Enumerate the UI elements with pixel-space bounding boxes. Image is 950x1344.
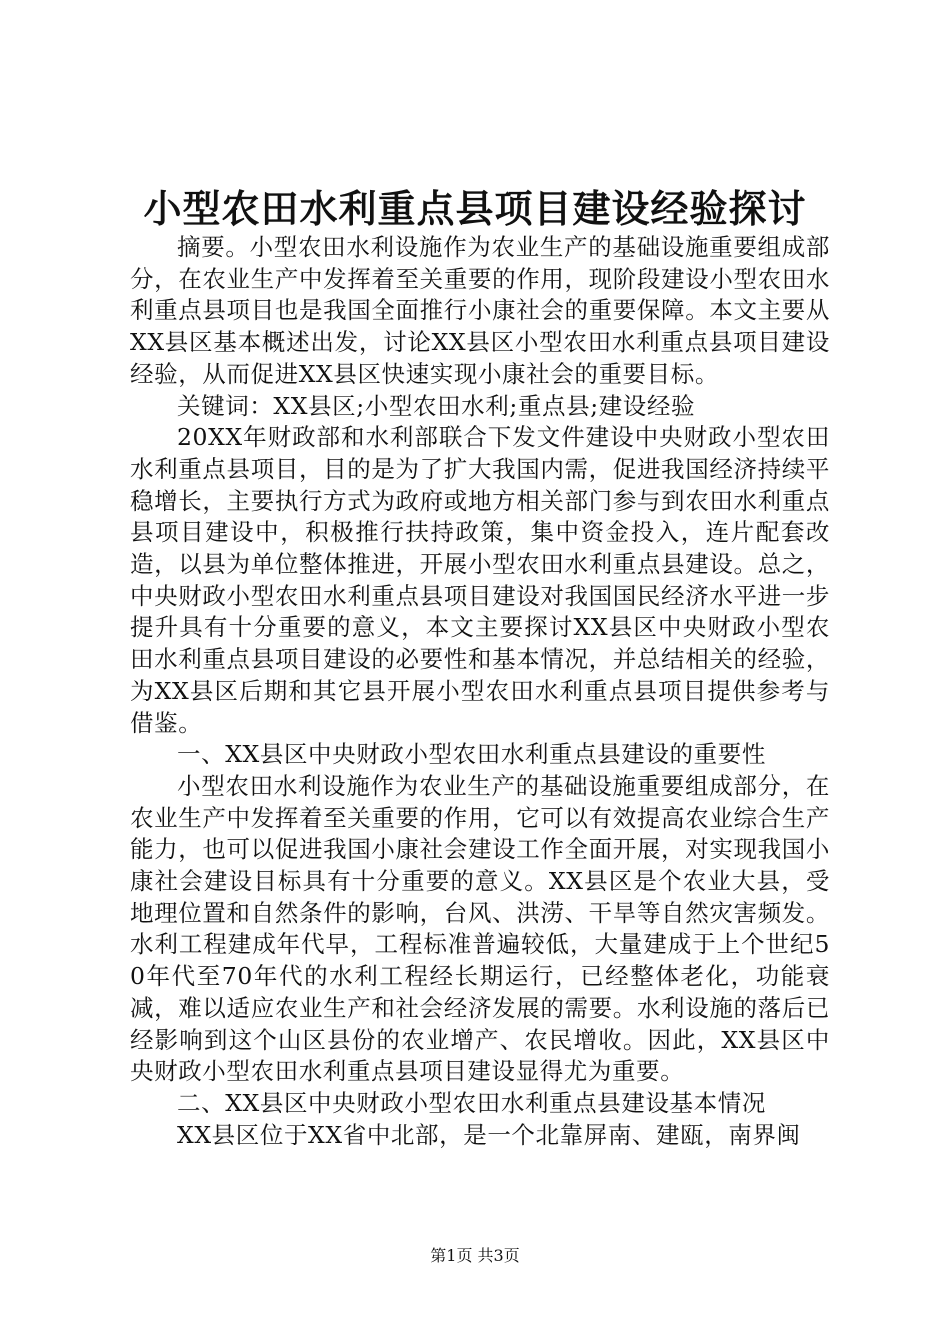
section-2-paragraph: XX县区位于XX省中北部，是一个北靠屏南、建瓯，南界闽 [177, 1120, 801, 1149]
section-heading-1: 一、XX县区中央财政小型农田水利重点县建设的重要性 [177, 740, 766, 769]
keywords-paragraph: 关键词：XX县区;小型农田水利;重点县;建设经验 [177, 391, 696, 420]
abstract-paragraph: 摘要。小型农田水利设施作为农业生产的基础设施重要组成部分，在农业生产中发挥着至关重要的作用，现阶段建设小型农田水利重点县项目也是我国全面推行小康社会的重要保障。本文主要从XX县区基本概述出发，讨论XX县区小型农田水利重点县项目建设经验，从而促进XX县区快速实现小康社会的重要目标。 [130, 233, 830, 388]
intro-paragraph: 20XX年财政部和水利部联合下发文件建设中央财政小型农田水利重点县项目，目的是为了扩大我国内需，促进我国经济持续平稳增长，主要执行方式为政府或地方相关部门参与到农田水利重点县项目建设中，积极推行扶持政策，集中资金投入，连片配套改造，以县为单位整体推进，开展小型农田水利重点县建设。总之，中央财政小型农田水利重点县项目建设对我国国民经济水平进一步提升具有十分重要的意义，本文主要探讨XX县区中央财政小型农田水利重点县项目建设的必要性和基本情况，并总结相关的经验，为XX县区后期和其它县开展小型农田水利重点县项目提供参考与借鉴。 [130, 423, 830, 737]
document-title: 小型农田水利重点县项目建设经验探讨 [143, 186, 807, 231]
page-number-footer: 第1页 共3页 [430, 1246, 520, 1265]
document-body [130, 232, 830, 1151]
section-1-paragraph: 小型农田水利设施作为农业生产的基础设施重要组成部分，在农业生产中发挥着至关重要的作用，它可以有效提高农业综合生产能力，也可以促进我国小康社会建设工作全面开展，对实现我国小康社会建设目标具有十分重要的意义。XX县区是个农业大县，受地理位置和自然条件的影响，台风、洪涝、干旱等自然灾害频发。水利工程建成年代早，工程标准普遍较低，大量建成于上个世纪50年代至70年代的水利工程经长期运行，已经整体老化，功能衰减，难以适应农业生产和社会经济发展的需要。水利设施的落后已经影响到这个山区县份的农业增产、农民增收。因此，XX县区中央财政小型农田水利重点县项目建设显得尤为重要。 [130, 771, 830, 1086]
section-heading-2: 二、XX县区中央财政小型农田水利重点县建设基本情况 [177, 1088, 766, 1117]
